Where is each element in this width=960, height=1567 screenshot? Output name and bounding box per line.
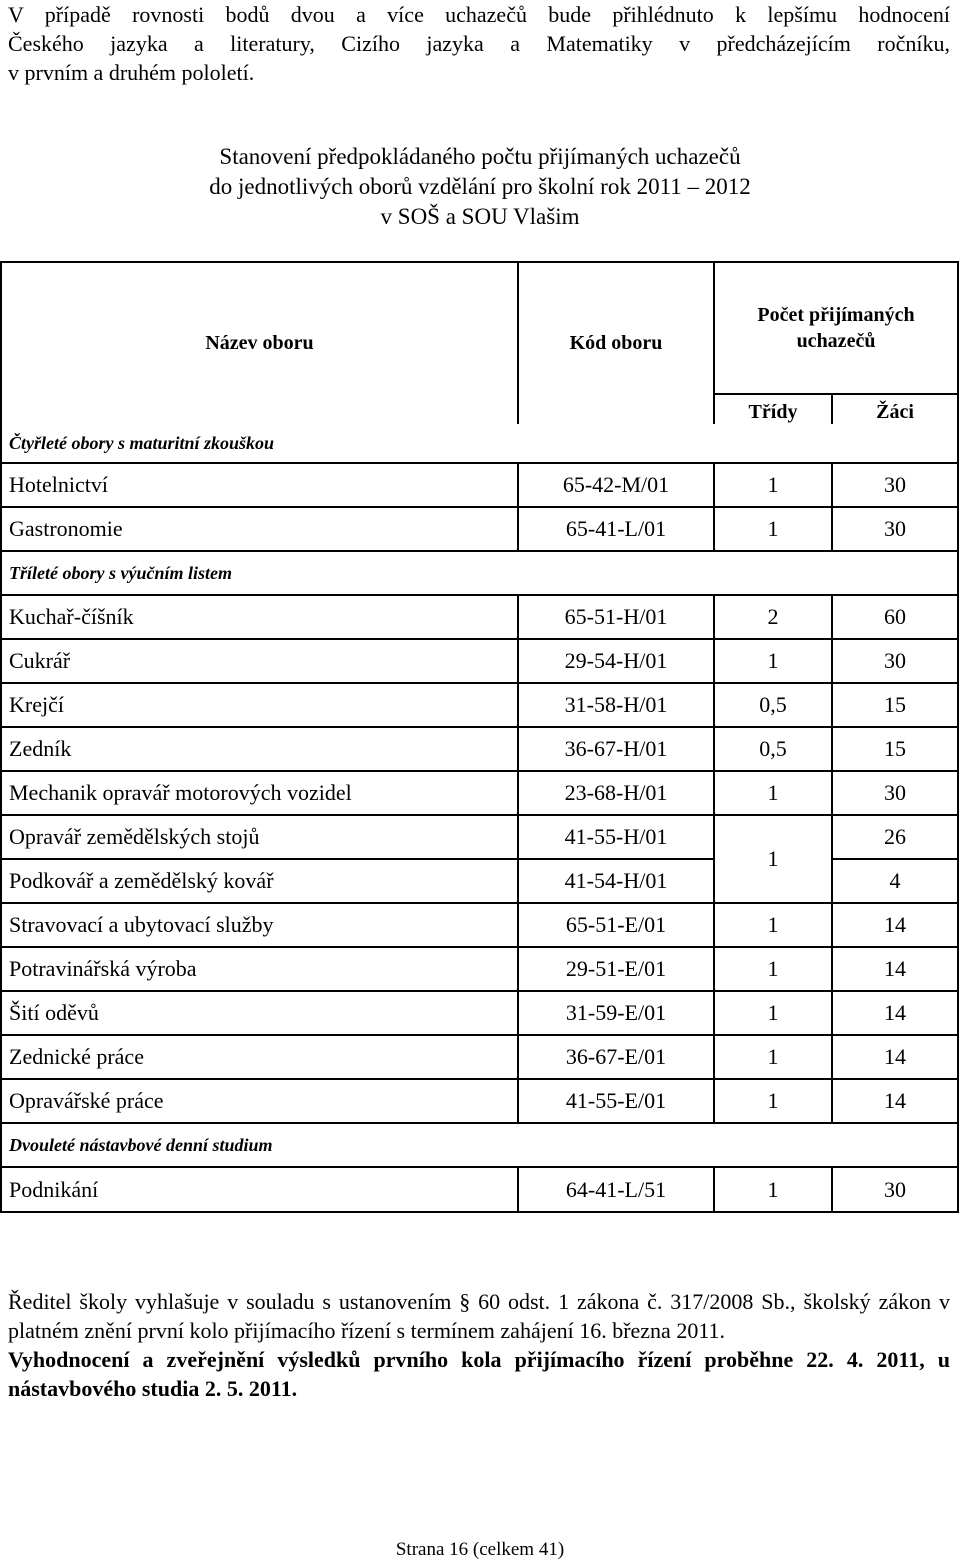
cell-code: 41-54-H/01 [518, 859, 714, 903]
cell-pupils: 30 [832, 463, 958, 507]
cell-code: 31-59-E/01 [518, 991, 714, 1035]
cell-pupils: 14 [832, 903, 958, 947]
section-title: Dvouleté nástavbové denní studium [1, 1123, 958, 1167]
cell-code: 23-68-H/01 [518, 771, 714, 815]
table-row [1, 683, 958, 727]
cell-classes: 1 [714, 463, 832, 507]
cell-classes: 1 [714, 991, 832, 1035]
table-row [1, 463, 958, 507]
cell-pupils: 26 [832, 815, 958, 859]
cell-name: Opravář zemědělských stojů [1, 815, 518, 859]
cell-name: Zedník [1, 727, 518, 771]
footer-paragraph-2: Vyhodnocení a zveřejnění výsledků prvního kola přijímacího řízení proběhne 22. 4. 2011, u nástavbového studia 2. 5. 2011. [8, 1347, 950, 1401]
section-title: Tříleté obory s výučním listem [1, 551, 958, 595]
cell-classes: 0,5 [714, 683, 832, 727]
header-code: Kód oboru [518, 262, 714, 424]
table-row [1, 1167, 958, 1212]
cell-pupils: 14 [832, 1035, 958, 1079]
cell-pupils: 14 [832, 947, 958, 991]
table-row [1, 1079, 958, 1123]
admissions-table [0, 261, 959, 1213]
cell-pupils: 15 [832, 727, 958, 771]
cell-pupils: 60 [832, 595, 958, 639]
cell-classes-merged: 1 [714, 815, 832, 903]
cell-pupils: 30 [832, 507, 958, 551]
table-row [1, 903, 958, 947]
table-heading [0, 142, 960, 232]
cell-classes: 2 [714, 595, 832, 639]
cell-code: 29-51-E/01 [518, 947, 714, 991]
footer-text [8, 1287, 950, 1403]
cell-code: 65-42-M/01 [518, 463, 714, 507]
cell-name: Gastronomie [1, 507, 518, 551]
cell-classes: 1 [714, 1035, 832, 1079]
cell-classes: 1 [714, 1167, 832, 1212]
cell-classes: 1 [714, 507, 832, 551]
table-row [1, 595, 958, 639]
cell-name: Potravinářská výroba [1, 947, 518, 991]
table-row [1, 1035, 958, 1079]
cell-name: Opravářské práce [1, 1079, 518, 1123]
cell-classes: 1 [714, 639, 832, 683]
intro-paragraph [8, 0, 950, 87]
cell-code: 41-55-E/01 [518, 1079, 714, 1123]
table-row [1, 947, 958, 991]
cell-pupils: 30 [832, 1167, 958, 1212]
heading-line-2: do jednotlivých oborů vzdělání pro školní rok 2011 – 2012 [209, 174, 751, 199]
cell-code: 36-67-H/01 [518, 727, 714, 771]
cell-code: 41-55-H/01 [518, 815, 714, 859]
cell-classes: 0,5 [714, 727, 832, 771]
header-classes: Třídy [714, 394, 832, 424]
intro-line-2: Českého jazyka a literatury, Cizího jazyka a Matematiky v předcházejícím ročníku, [8, 31, 950, 56]
cell-classes: 1 [714, 903, 832, 947]
cell-name: Stravovací a ubytovací služby [1, 903, 518, 947]
section-row [1, 1123, 958, 1167]
section-title: Čtyřleté obory s maturitní zkouškou [1, 424, 958, 463]
table-row [1, 639, 958, 683]
cell-name: Hotelnictví [1, 463, 518, 507]
cell-name: Podnikání [1, 1167, 518, 1212]
cell-code: 65-51-E/01 [518, 903, 714, 947]
cell-classes: 1 [714, 947, 832, 991]
table-row [1, 815, 958, 859]
header-count-label: Počet přijímaných uchazečů [757, 304, 915, 352]
heading-line-3: v SOŠ a SOU Vlašim [380, 204, 580, 229]
cell-name: Cukrář [1, 639, 518, 683]
table-row [1, 727, 958, 771]
cell-code: 29-54-H/01 [518, 639, 714, 683]
header-count [714, 262, 958, 394]
cell-code: 36-67-E/01 [518, 1035, 714, 1079]
table-header-row [1, 262, 958, 394]
cell-pupils: 15 [832, 683, 958, 727]
cell-name: Krejčí [1, 683, 518, 727]
cell-classes: 1 [714, 771, 832, 815]
cell-pupils: 14 [832, 1079, 958, 1123]
intro-line-1: V případě rovnosti bodů dvou a více uchazečů bude přihlédnuto k lepšímu hodnocení [8, 2, 950, 27]
page-number: Strana 16 (celkem 41) [395, 1539, 565, 1560]
table-row [1, 991, 958, 1035]
cell-name: Kuchař-číšník [1, 595, 518, 639]
intro-line-3: v prvním a druhém pololetí. [8, 60, 255, 85]
header-name: Název oboru [1, 262, 518, 424]
cell-pupils: 14 [832, 991, 958, 1035]
cell-pupils: 30 [832, 639, 958, 683]
cell-code: 65-51-H/01 [518, 595, 714, 639]
cell-name: Mechanik opravář motorových vozidel [1, 771, 518, 815]
cell-pupils: 4 [832, 859, 958, 903]
cell-name: Zednické práce [1, 1035, 518, 1079]
cell-classes: 1 [714, 1079, 832, 1123]
heading-line-1: Stanovení předpokládaného počtu přijímaných uchazečů [219, 144, 741, 169]
footer-paragraph-1: Ředitel školy vyhlašuje v souladu s ustanovením § 60 odst. 1 zákona č. 317/2008 Sb., školský zákon v platném znění první kolo přijímacího řízení s termínem zahájení 16. března 2011. [8, 1289, 950, 1343]
header-pupils: Žáci [832, 394, 958, 424]
cell-pupils: 30 [832, 771, 958, 815]
table-row [1, 771, 958, 815]
cell-code: 64-41-L/51 [518, 1167, 714, 1212]
table-row [1, 507, 958, 551]
section-row [1, 551, 958, 595]
cell-name: Podkovář a zemědělský kovář [1, 859, 518, 903]
section-row [1, 424, 958, 463]
cell-name: Šití oděvů [1, 991, 518, 1035]
cell-code: 31-58-H/01 [518, 683, 714, 727]
cell-code: 65-41-L/01 [518, 507, 714, 551]
